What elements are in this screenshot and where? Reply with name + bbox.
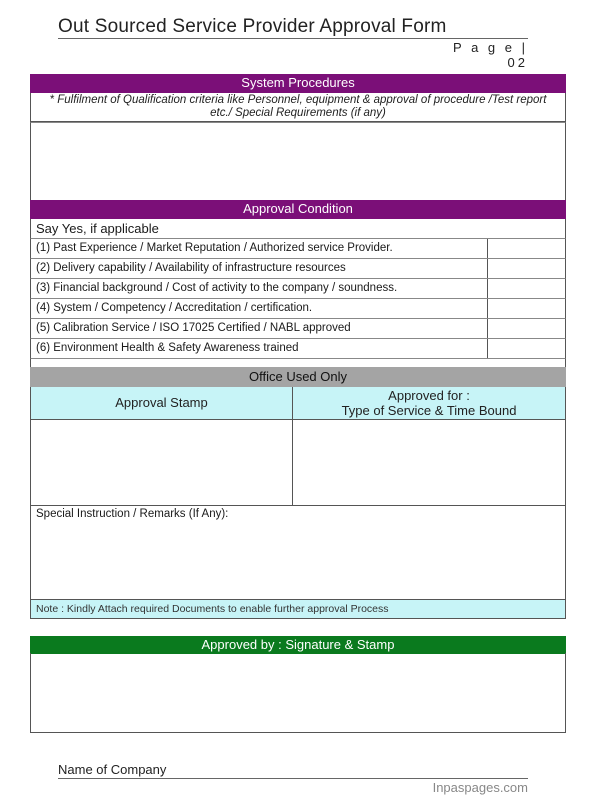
approval-condition-heading (30, 200, 566, 219)
remarks-label: Special Instruction / Remarks (If Any): (36, 508, 229, 520)
system-procedures-heading-text: System Procedures (241, 75, 355, 90)
attachment-note (30, 599, 566, 619)
watermark: Inpaspages.com (432, 780, 528, 795)
condition-answer-4[interactable] (487, 299, 565, 318)
condition-row-6 (30, 339, 566, 359)
condition-row-4 (30, 299, 566, 319)
approved-for-area[interactable] (292, 419, 566, 506)
condition-label-5: (5) Calibration Service / ISO 17025 Certified / NABL approved (36, 322, 351, 334)
condition-answer-3[interactable] (487, 279, 565, 298)
condition-label-6: (6) Environment Health & Safety Awareness trained (36, 342, 299, 354)
page-number: P a g e | 02 (453, 40, 528, 70)
signature-heading-text: Approved by : Signature & Stamp (201, 637, 395, 652)
office-use-heading-text: Office Used Only (248, 369, 348, 384)
title-divider (58, 38, 528, 39)
condition-row-1 (30, 239, 566, 259)
system-procedures-heading (30, 74, 566, 93)
condition-label-1: (1) Past Experience / Market Reputation / Authorized service Provider. (36, 242, 393, 254)
condition-label-3: (3) Financial background / Cost of activity to the company / soundness. (36, 282, 398, 294)
condition-answer-1[interactable] (487, 239, 565, 258)
system-procedures-entry-area[interactable] (30, 122, 566, 201)
system-procedures-note: * Fulfilment of Qualification criteria like Personnel, equipment & approval of procedure /Test report etc./ Special Requirements (if any) (49, 94, 547, 119)
type-of-service-label: Type of Service & Time Bound (341, 403, 517, 418)
approved-for-header (292, 387, 566, 420)
condition-answer-2[interactable] (487, 259, 565, 278)
condition-spacer (30, 359, 566, 367)
company-name-label: Name of Company (58, 762, 167, 777)
footer-divider (58, 778, 528, 779)
approval-stamp-area[interactable] (30, 419, 293, 506)
approval-condition-heading-text: Approval Condition (243, 201, 353, 216)
approval-stamp-header (30, 387, 293, 420)
condition-answer-6[interactable] (487, 339, 565, 358)
approval-stamp-label: Approval Stamp (115, 395, 208, 410)
condition-row-3 (30, 279, 566, 299)
approval-condition-instruction (30, 219, 566, 239)
signature-heading (30, 636, 566, 654)
approved-for-label: Approved for : (388, 388, 470, 403)
condition-label-2: (2) Delivery capability / Availability of infrastructure resources (36, 262, 346, 274)
instruction-text: Say Yes, if applicable (36, 221, 159, 236)
condition-answer-5[interactable] (487, 319, 565, 338)
form-title: Out Sourced Service Provider Approval Form (58, 16, 447, 37)
condition-row-2 (30, 259, 566, 279)
condition-row-5 (30, 319, 566, 339)
condition-label-4: (4) System / Competency / Accreditation / certification. (36, 302, 313, 314)
remarks-area[interactable] (30, 505, 566, 600)
signature-area[interactable] (30, 653, 566, 733)
attachment-note-text: Note : Kindly Attach required Documents to enable further approval Process (36, 603, 389, 615)
office-use-heading (30, 367, 566, 387)
